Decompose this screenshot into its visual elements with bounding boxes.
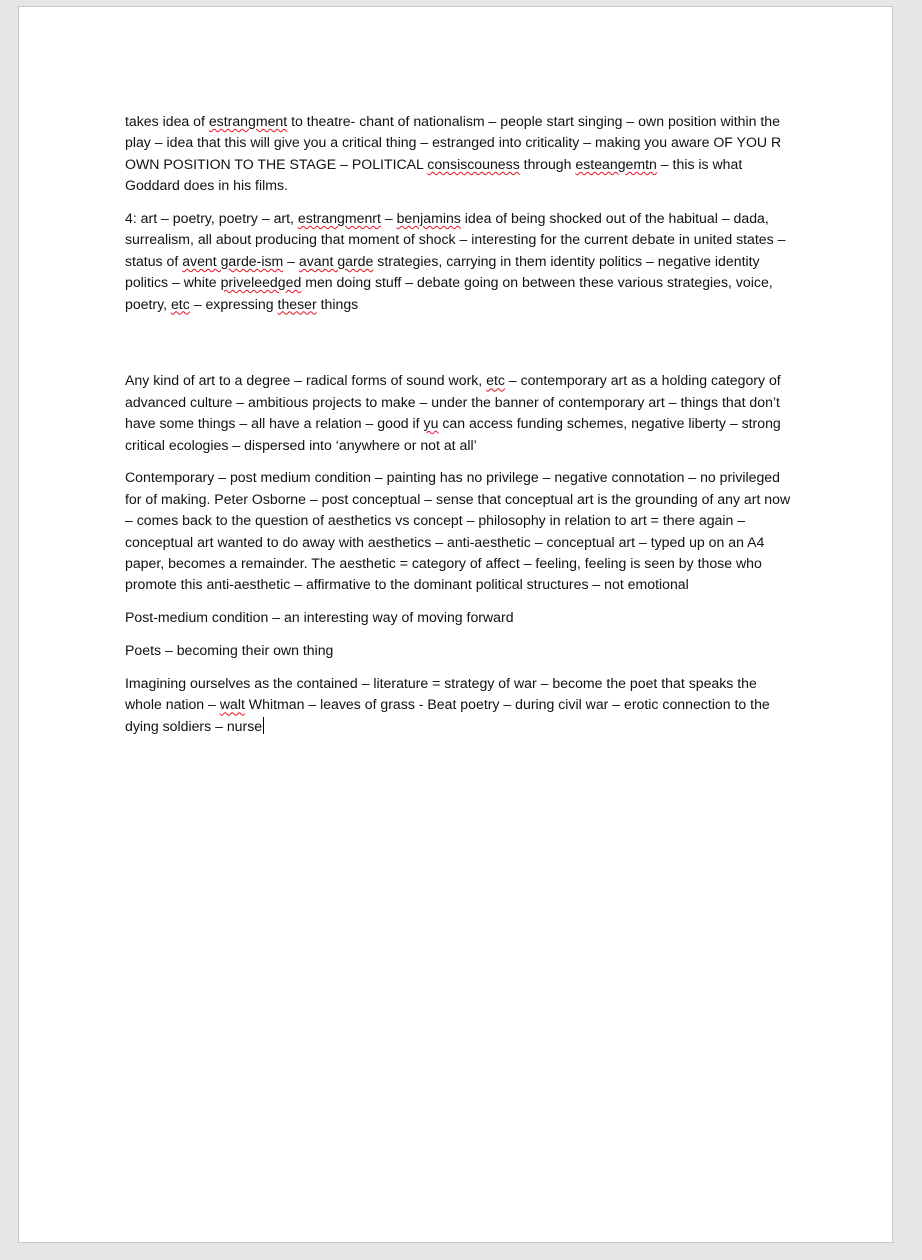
text-run: through: [519, 155, 576, 172]
text-run: Contemporary – post medium condition – painting has no privilege – negative connotation – no privileged for of making. Peter Osborne – post conceptual – sense that conceptual art is the grounding of any art now – comes back to the question of aesthetics vs concept – philosophy in relation to art = there again – conceptual art wanted to do away with aesthetics – anti-aesthetic – conceptual art – typed up on an A4 paper, becomes a remainder. The aesthetic = category of affect – feeling, feeling is seen by those who promote this anti-aesthetic – affirmative to the dominant political structures – not emotional: [125, 469, 795, 593]
misspelled-word: consiscouness: [427, 155, 520, 172]
text-run: – this is what Goddard does in his films.: [125, 155, 747, 194]
misspelled-word: walt: [219, 696, 245, 713]
misspelled-word: yu: [423, 415, 439, 432]
paragraph[interactable]: [125, 640, 795, 661]
misspelled-word: priveleedged: [220, 274, 302, 291]
misspelled-word: etc: [486, 372, 505, 389]
misspelled-word: etc: [170, 295, 190, 312]
empty-paragraph[interactable]: [125, 326, 795, 347]
misspelled-word: theser: [277, 295, 317, 312]
text-run: 4: art – poetry, poetry – art,: [125, 210, 298, 227]
text-run: –: [380, 210, 397, 227]
text-run: Imagining ourselves as the contained – literature = strategy of war – become the poet that speaks the whole nation –: [125, 674, 761, 713]
paragraph[interactable]: [125, 370, 795, 456]
text-run: –: [283, 252, 299, 269]
misspelled-word: estrangmenrt: [297, 210, 381, 227]
text-run: things: [316, 295, 359, 312]
document-page[interactable]: [18, 6, 893, 1243]
text-run: Whitman – leaves of grass - Beat poetry – during civil war – erotic connection to the dying soldiers – nurse: [125, 696, 774, 734]
text-run: – contemporary art as a holding category of advanced culture – ambitious projects to make – under the banner of contemporary art – things that don’t have some things – all have a relation – good if: [125, 372, 785, 432]
paragraph[interactable]: [125, 208, 795, 315]
paragraph[interactable]: [125, 673, 795, 737]
text-cursor: [263, 717, 264, 734]
misspelled-word: esteangemtn: [575, 155, 657, 172]
paragraph[interactable]: [125, 467, 795, 595]
text-run: Any kind of art to a degree – radical forms of sound work,: [125, 372, 487, 389]
misspelled-word: benjamins: [396, 210, 461, 227]
text-run: idea of being shocked out of the habitual – dada, surrealism, all about producing that moment of shock – interesting for the current debate in united states – status of: [125, 210, 790, 269]
text-run: takes idea of: [125, 113, 209, 129]
paragraph[interactable]: [125, 607, 795, 628]
text-run: – expressing: [189, 295, 278, 312]
text-run: men doing stuff – debate going on between these various strategies, voice, poetry,: [125, 274, 777, 312]
document-body[interactable]: [125, 111, 795, 748]
misspelled-word: estrangment: [208, 113, 288, 129]
text-run: can access funding schemes, negative liberty – strong critical ecologies – dispersed into ‘anywhere or not at all’: [125, 415, 785, 453]
text-run: Poets – becoming their own thing: [125, 642, 334, 659]
misspelled-word: avant garde: [298, 252, 374, 269]
paragraph[interactable]: [125, 111, 795, 197]
text-run: to theatre- chant of nationalism – people start singing – own position within the play – idea that this will give you a critical thing – estranged into criticality – making you aware OF YOU R OWN POSITION TO THE STAGE – POLITICAL: [125, 113, 786, 172]
misspelled-word: avent garde-ism: [182, 252, 284, 269]
text-run: Post-medium condition – an interesting way of moving forward: [125, 609, 514, 626]
text-run: strategies, carrying in them identity politics – negative identity politics – white: [125, 252, 764, 291]
